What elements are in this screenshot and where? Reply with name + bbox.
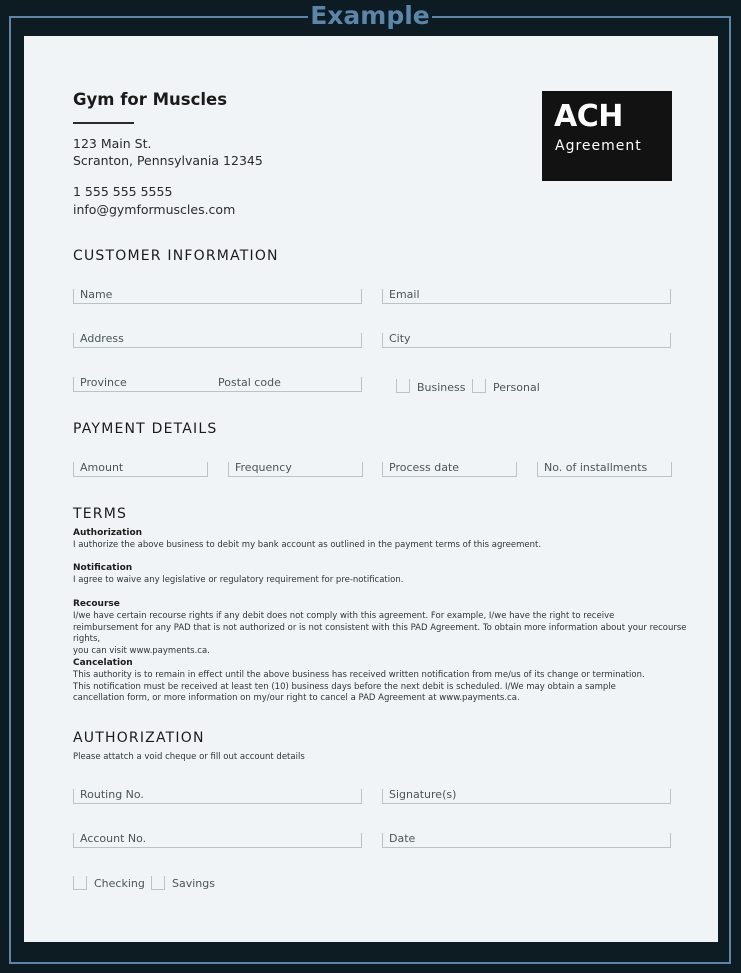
- routing-label: Routing No.: [80, 788, 144, 801]
- terms-cancelation-heading: Cancelation: [73, 658, 133, 668]
- terms-authorization-text: [73, 540, 693, 552]
- example-label: Example: [308, 2, 432, 32]
- company-phone: 1 555 555 5555: [73, 184, 173, 199]
- address-line-1: 123 Main St.: [73, 136, 152, 151]
- email-field[interactable]: [382, 289, 671, 304]
- frequency-label: Frequency: [235, 461, 292, 474]
- terms-line: cancellation form, or more information on my/our right to cancel a PAD Agreement at www.payments.ca.: [73, 693, 520, 703]
- installments-label: No. of installments: [544, 461, 648, 474]
- city-field[interactable]: [382, 333, 671, 348]
- ach-form-document: [24, 36, 718, 942]
- terms-recourse-text: [73, 611, 693, 657]
- terms-line: I agree to waive any legislative or regulatory requirement for pre-notification.: [73, 575, 404, 585]
- province-postal-field[interactable]: [73, 377, 362, 392]
- business-checkbox[interactable]: [396, 379, 410, 393]
- terms-line: reimbursement for any PAD that is not authorized or is not consistent with this PAD Agreement. To obtain more information about your recourse rights,: [73, 622, 687, 644]
- process-date-field[interactable]: [382, 462, 517, 477]
- signature-label: Signature(s): [389, 788, 457, 801]
- terms-cancelation-text: [73, 670, 693, 705]
- date-label: Date: [389, 832, 416, 845]
- company-email: info@gymformuscles.com: [73, 202, 236, 217]
- ach-badge-subtitle: Agreement: [555, 138, 642, 154]
- payment-details-title: PAYMENT DETAILS: [73, 421, 218, 437]
- email-label: Email: [389, 288, 420, 301]
- amount-label: Amount: [80, 461, 124, 474]
- city-label: City: [389, 332, 411, 345]
- company-name: Gym for Muscles: [73, 90, 228, 109]
- address-field[interactable]: [73, 333, 362, 348]
- terms-authorization-heading: Authorization: [73, 528, 143, 538]
- savings-label: Savings: [172, 877, 215, 890]
- title-underline: [73, 122, 134, 124]
- routing-number-field[interactable]: [73, 789, 362, 804]
- installments-field[interactable]: [537, 462, 672, 477]
- ach-badge: [542, 91, 672, 181]
- account-number-field[interactable]: [73, 833, 362, 848]
- customer-info-title: CUSTOMER INFORMATION: [73, 248, 279, 264]
- terms-line: This notification must be received at least ten (10) business days before the next debit is scheduled. I/We may obtain a sample: [73, 681, 616, 692]
- signature-field[interactable]: [382, 789, 671, 804]
- terms-line: This authority is to remain in effect until the above business has received written notification from me/us of its change or termination.: [73, 670, 645, 680]
- name-field[interactable]: [73, 289, 362, 304]
- postal-code-label: Postal code: [218, 376, 281, 389]
- authorization-note: Please attatch a void cheque or fill out account details: [73, 752, 305, 762]
- checking-checkbox[interactable]: [73, 876, 87, 890]
- terms-notification-text: [73, 575, 693, 587]
- address-line-2: Scranton, Pennsylvania 12345: [73, 153, 263, 168]
- address-label: Address: [80, 332, 124, 345]
- terms-title: TERMS: [73, 506, 128, 522]
- terms-line: I authorize the above business to debit my bank account as outlined in the payment terms of this agreement.: [73, 540, 542, 550]
- name-label: Name: [80, 288, 113, 301]
- terms-line: I/we have certain recourse rights if any debit does not comply with this agreement. For example, I/we have the right to receive: [73, 611, 615, 621]
- business-label: Business: [417, 381, 466, 394]
- account-label: Account No.: [80, 832, 147, 845]
- personal-checkbox[interactable]: [472, 379, 486, 393]
- process-date-label: Process date: [389, 461, 460, 474]
- terms-notification-heading: Notification: [73, 563, 133, 573]
- amount-field[interactable]: [73, 462, 208, 477]
- terms-recourse-heading: Recourse: [73, 599, 120, 609]
- frequency-field[interactable]: [228, 462, 363, 477]
- province-label: Province: [80, 376, 127, 389]
- personal-label: Personal: [493, 381, 540, 394]
- authorization-title: AUTHORIZATION: [73, 730, 205, 746]
- date-field[interactable]: [382, 833, 671, 848]
- ach-badge-title: ACH: [554, 99, 623, 134]
- savings-checkbox[interactable]: [151, 876, 165, 890]
- checking-label: Checking: [94, 877, 145, 890]
- terms-line: you can visit www.payments.ca.: [73, 645, 210, 656]
